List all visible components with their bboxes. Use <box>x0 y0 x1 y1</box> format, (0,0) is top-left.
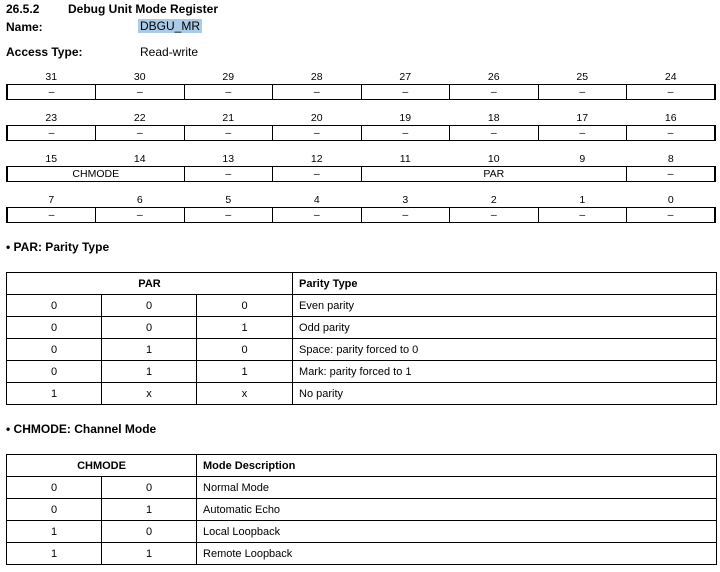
table-cell: 0 <box>102 521 197 543</box>
bit-number: 11 <box>399 153 411 165</box>
table-cell: 1 <box>102 361 197 383</box>
bit-number: 13 <box>222 153 235 165</box>
table-cell: Odd parity <box>293 317 717 339</box>
register-bits-23-16 <box>6 111 716 141</box>
register-bits-15-8 <box>6 152 716 182</box>
bit-number: 18 <box>487 112 500 124</box>
table-cell: 0 <box>102 477 197 499</box>
bit-number: 16 <box>664 112 677 124</box>
bit-number: 4 <box>313 194 320 206</box>
table-cell: x <box>197 383 293 405</box>
bit-field: – <box>538 126 627 141</box>
bit-field: – <box>96 126 185 141</box>
access-type-value: Read-write <box>140 45 199 59</box>
bit-field: – <box>273 85 362 100</box>
bit-field: – <box>184 167 273 182</box>
bit-number: 10 <box>487 153 500 165</box>
bit-number: 15 <box>45 153 58 165</box>
bit-field: – <box>273 126 362 141</box>
bit-field: – <box>538 208 627 223</box>
bit-field: – <box>7 126 96 141</box>
section-title: Debug Unit Mode Register <box>68 2 219 16</box>
bit-field: – <box>96 208 185 223</box>
bit-field: – <box>450 126 539 141</box>
table-row <box>7 543 717 565</box>
bit-field: – <box>627 208 716 223</box>
table-cell: 0 <box>7 361 102 383</box>
table-row <box>7 295 717 317</box>
bit-number: 29 <box>222 71 235 83</box>
table-cell: Even parity <box>293 295 717 317</box>
table-row <box>7 339 717 361</box>
register-bits-31-24 <box>6 70 716 100</box>
bit-field: – <box>361 126 450 141</box>
bit-field: – <box>627 85 716 100</box>
register-bits-7-0 <box>6 193 716 223</box>
table-cell: Automatic Echo <box>197 499 717 521</box>
bit-number: 12 <box>310 153 323 165</box>
table-cell: Local Loopback <box>197 521 717 543</box>
table-cell: Remote Loopback <box>197 543 717 565</box>
bit-number: 30 <box>133 71 146 83</box>
par-col-header: PAR <box>7 273 293 295</box>
bit-field: – <box>7 208 96 223</box>
table-cell: 0 <box>7 295 102 317</box>
table-cell: 1 <box>102 543 197 565</box>
bit-field: – <box>184 126 273 141</box>
table-cell: 0 <box>197 339 293 361</box>
register-name: DBGU_MR <box>140 19 201 33</box>
table-cell: 0 <box>197 295 293 317</box>
bit-number: 17 <box>576 112 589 124</box>
bit-number: 31 <box>45 71 58 83</box>
bit-number: 20 <box>310 112 323 124</box>
par-table <box>6 272 717 405</box>
bit-number: 2 <box>490 194 497 206</box>
bit-number: 3 <box>402 194 409 206</box>
bit-number: 7 <box>48 194 55 206</box>
bit-field: – <box>184 208 273 223</box>
table-cell: 1 <box>7 543 102 565</box>
table-cell: x <box>102 383 197 405</box>
bit-field: – <box>7 85 96 100</box>
name-label: Name: <box>6 20 43 34</box>
table-row <box>7 317 717 339</box>
table-cell: 0 <box>102 317 197 339</box>
bit-field: – <box>361 85 450 100</box>
chmode-col-header: CHMODE <box>7 455 197 477</box>
par-field: PAR <box>361 167 627 182</box>
mode-description-header: Mode Description <box>197 455 717 477</box>
table-cell: 0 <box>102 295 197 317</box>
table-cell: 0 <box>7 499 102 521</box>
par-heading: • PAR: Parity Type <box>6 240 110 254</box>
chmode-field: CHMODE <box>7 167 184 182</box>
table-row <box>7 361 717 383</box>
access-type-label: Access Type: <box>6 45 83 59</box>
bit-number: 9 <box>579 153 586 165</box>
table-cell: No parity <box>293 383 717 405</box>
bit-number: 14 <box>133 153 146 165</box>
chmode-heading: • CHMODE: Channel Mode <box>6 422 157 436</box>
bit-number: 8 <box>667 153 674 165</box>
table-cell: 1 <box>102 499 197 521</box>
bit-number: 5 <box>225 194 232 206</box>
bit-field: – <box>273 167 362 182</box>
bit-number: 28 <box>310 71 323 83</box>
chmode-table <box>6 454 717 565</box>
bit-number: 26 <box>487 71 500 83</box>
bit-number: 22 <box>133 112 146 124</box>
bit-field: – <box>450 85 539 100</box>
bit-number: 23 <box>45 112 58 124</box>
bit-field: – <box>96 85 185 100</box>
table-cell: 1 <box>197 317 293 339</box>
bit-field: – <box>538 85 627 100</box>
bit-number: 1 <box>579 194 586 206</box>
bit-field: – <box>361 208 450 223</box>
table-cell: 0 <box>7 317 102 339</box>
table-row <box>7 477 717 499</box>
table-cell: 1 <box>7 521 102 543</box>
table-cell: 0 <box>7 477 102 499</box>
table-cell: 1 <box>102 339 197 361</box>
section-number: 26.5.2 <box>6 2 40 16</box>
bit-number: 19 <box>399 112 412 124</box>
table-cell: 0 <box>7 339 102 361</box>
bit-field: – <box>627 167 716 182</box>
bit-number: 25 <box>576 71 589 83</box>
bit-field: – <box>450 208 539 223</box>
bit-number: 21 <box>222 112 235 124</box>
bit-number: 0 <box>667 194 674 206</box>
table-cell: Mark: parity forced to 1 <box>293 361 717 383</box>
bit-number: 27 <box>399 71 412 83</box>
table-row <box>7 383 717 405</box>
bit-field: – <box>273 208 362 223</box>
bit-number: 6 <box>136 194 143 206</box>
table-cell: 1 <box>197 361 293 383</box>
bit-field: – <box>184 85 273 100</box>
table-row <box>7 499 717 521</box>
bit-field: – <box>627 126 716 141</box>
table-cell: Normal Mode <box>197 477 717 499</box>
bit-number: 24 <box>664 71 677 83</box>
table-cell: Space: parity forced to 0 <box>293 339 717 361</box>
parity-type-header: Parity Type <box>293 273 717 295</box>
table-cell: 1 <box>7 383 102 405</box>
table-row <box>7 521 717 543</box>
